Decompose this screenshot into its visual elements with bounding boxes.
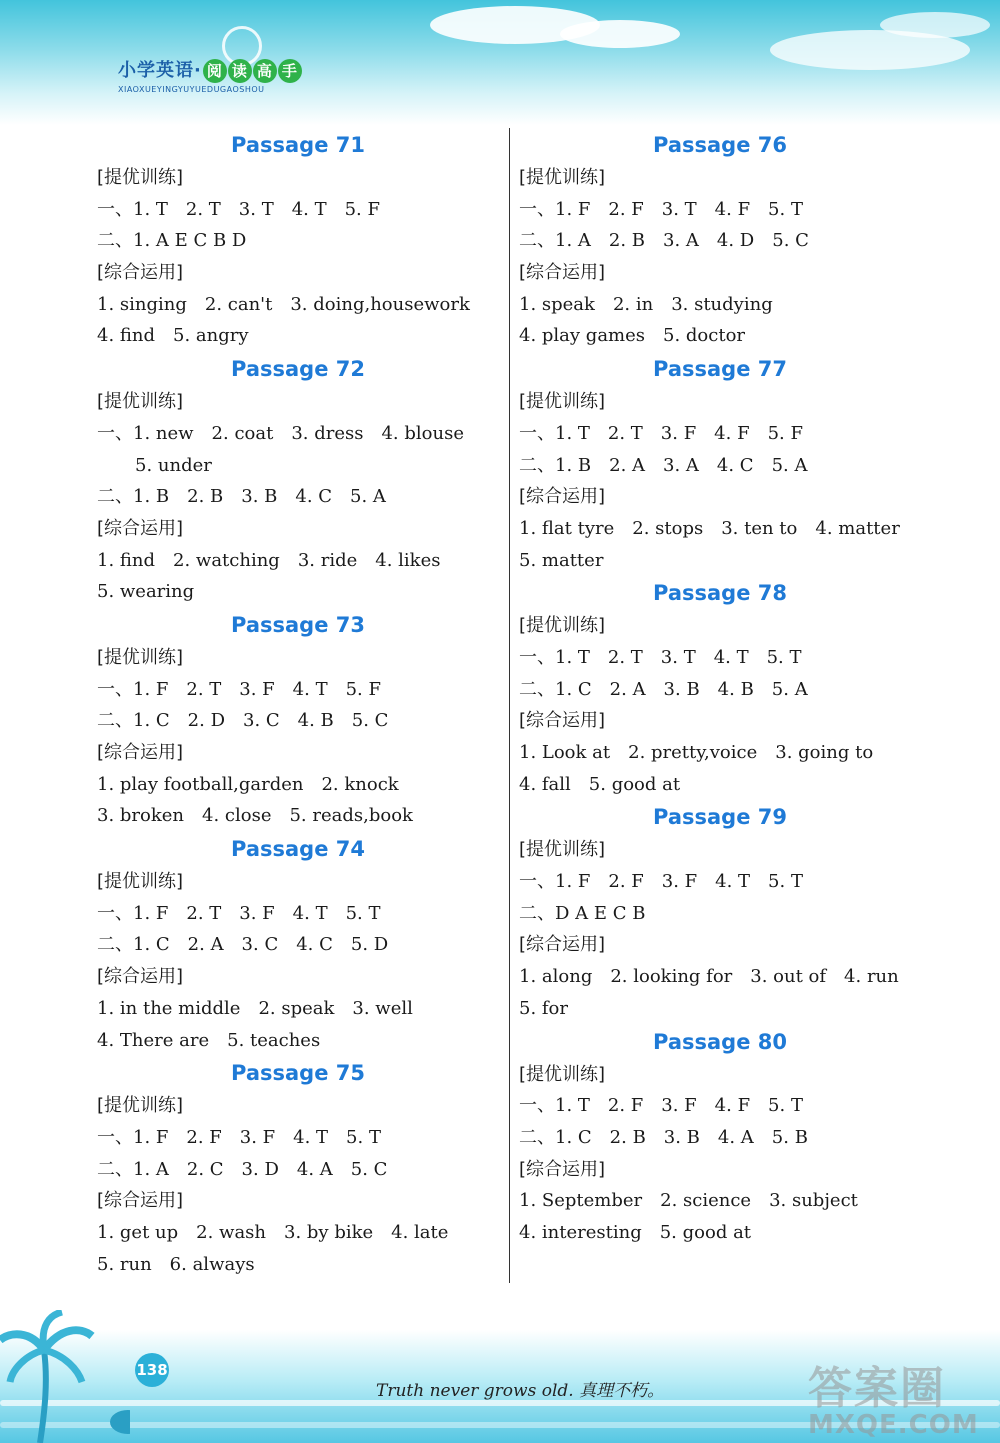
answer-line: 一、1. F 2. F 3. F 4. T 5. T: [97, 1126, 381, 1148]
section-label: [提优训练]: [519, 391, 606, 413]
answer-column-left: [97, 128, 497, 1280]
section-label: [提优训练]: [519, 615, 606, 637]
answer-line: 4. play games 5. doctor: [519, 325, 746, 347]
answer-line: 二、1. C 2. A 3. C 4. C 5. D: [97, 934, 389, 956]
answer-line: 二、D A E C B: [519, 902, 646, 924]
watermark: [808, 1352, 979, 1440]
answer-line: 4. fall 5. good at: [519, 773, 681, 795]
passage-word: Passage: [231, 1061, 329, 1086]
answer-line: 一、1. T 2. T 3. F 4. F 5. F: [519, 422, 803, 444]
answer-line: 4. interesting 5. good at: [519, 1221, 752, 1243]
cloud-decoration: [880, 12, 990, 38]
section-label: [提优训练]: [97, 871, 184, 893]
answer-column-right: [519, 128, 919, 1249]
answer-line: 一、1. T 2. T 3. T 4. T 5. F: [97, 198, 380, 220]
answer-line: 1. flat tyre 2. stops 3. ten to 4. matter: [519, 517, 900, 539]
footer-motto: Truth never grows old. 真理不朽。: [376, 1381, 665, 1401]
section-label: [综合运用]: [519, 262, 606, 284]
answer-line: 1. find 2. watching 3. ride 4. likes: [97, 549, 441, 571]
page-number: 138: [135, 1353, 169, 1387]
section-label: [提优训练]: [519, 1063, 606, 1085]
section-label: [提优训练]: [97, 391, 184, 413]
brand-highlight-char: 阅: [203, 59, 227, 83]
answer-line: 一、1. F 2. F 3. F 4. T 5. T: [519, 871, 803, 893]
passage-title: [97, 1056, 497, 1090]
passage-title: [519, 576, 919, 610]
answer-line: 4. find 5. angry: [97, 325, 249, 347]
passage-title: [519, 800, 919, 834]
answer-line: 5. for: [519, 997, 568, 1019]
passage-title: [519, 128, 919, 162]
section-label: [综合运用]: [97, 517, 184, 539]
answer-line: 4. There are 5. teaches: [97, 1029, 321, 1051]
answer-line: 5. matter: [519, 549, 604, 571]
palm-tree-icon: [0, 1310, 130, 1443]
answer-line: 二、1. B 2. A 3. A 4. C 5. A: [519, 454, 808, 476]
brand-pinyin: XIAOXUEYINGYUYUEDUGAOSHOU: [118, 85, 265, 94]
brand-title-text: 小学英语·: [118, 60, 202, 81]
brand-highlight-char: 手: [278, 59, 302, 83]
watermark-url: MXQE.COM: [808, 1410, 979, 1440]
passage-number: 76: [757, 133, 787, 157]
passage-word: Passage: [231, 612, 329, 637]
passage-number: 75: [335, 1061, 365, 1086]
section-label: [提优训练]: [97, 646, 184, 668]
passage-word: Passage: [653, 1029, 751, 1054]
answer-line: 一、1. F 2. F 3. T 4. F 5. T: [519, 198, 803, 220]
answer-line: 1. along 2. looking for 3. out of 4. run: [519, 966, 899, 988]
answer-line: 1. Look at 2. pretty,voice 3. going to: [519, 742, 874, 763]
passage-word: Passage: [653, 581, 751, 606]
answer-line: 5. under: [135, 454, 212, 476]
passage-title: [97, 832, 497, 866]
passage-title: [97, 608, 497, 642]
passage-title: [97, 352, 497, 386]
section-label: [综合运用]: [97, 742, 184, 763]
passage-word: Passage: [231, 133, 329, 157]
passage-title: [519, 1025, 919, 1059]
answer-line: 1. September 2. science 3. subject: [519, 1190, 858, 1212]
passage-number: 71: [335, 133, 365, 157]
answer-line: 1. singing 2. can't 3. doing,housework: [97, 293, 470, 315]
answer-line: 一、1. T 2. T 3. T 4. T 5. T: [519, 646, 802, 668]
brand-highlight-char: 读: [228, 59, 252, 83]
passage-number: 79: [757, 805, 787, 830]
answer-line: 二、1. A E C B D: [97, 230, 247, 252]
answer-line: 二、1. C 2. A 3. B 4. B 5. A: [519, 678, 808, 700]
section-label: [综合运用]: [97, 1190, 184, 1212]
section-label: [综合运用]: [97, 262, 184, 284]
passage-word: Passage: [231, 357, 329, 382]
passage-number: 78: [757, 581, 787, 606]
section-label: [提优训练]: [519, 167, 606, 188]
passage-number: 74: [335, 837, 365, 862]
answer-line: 二、1. C 2. B 3. B 4. A 5. B: [519, 1126, 808, 1148]
section-label: [提优训练]: [519, 839, 606, 861]
passage-title: [97, 128, 497, 162]
passage-word: Passage: [231, 837, 329, 862]
passage-number: 73: [335, 612, 365, 637]
section-label: [综合运用]: [519, 1158, 606, 1180]
answer-line: 一、1. F 2. T 3. F 4. T 5. F: [97, 678, 381, 700]
section-label: [综合运用]: [519, 934, 606, 956]
answer-line: 1. in the middle 2. speak 3. well: [97, 997, 413, 1019]
section-label: [综合运用]: [519, 486, 606, 508]
passage-word: Passage: [653, 805, 751, 830]
answer-line: 5. run 6. always: [97, 1253, 255, 1275]
watermark-logo-text: 答案圈: [808, 1363, 946, 1414]
passage-number: 77: [757, 357, 787, 382]
answer-line: 二、1. B 2. B 3. B 4. C 5. A: [97, 486, 386, 508]
passage-word: Passage: [653, 133, 751, 157]
passage-word: Passage: [653, 357, 751, 382]
answer-line: 一、1. new 2. coat 3. dress 4. blouse: [97, 422, 464, 444]
section-label: [提优训练]: [97, 167, 184, 188]
answer-line: 一、1. F 2. T 3. F 4. T 5. T: [97, 902, 381, 924]
answer-line: 3. broken 4. close 5. reads,book: [97, 805, 413, 827]
column-divider: [509, 128, 510, 1283]
passage-number: 72: [335, 357, 365, 382]
book-brand: [118, 56, 302, 94]
answer-line: 1. speak 2. in 3. studying: [519, 293, 773, 315]
passage-title: [519, 352, 919, 386]
brand-highlight-char: 高: [253, 59, 277, 83]
answer-line: 二、1. A 2. C 3. D 4. A 5. C: [97, 1158, 388, 1180]
answer-line: 二、1. C 2. D 3. C 4. B 5. C: [97, 710, 389, 732]
section-label: [提优训练]: [97, 1095, 184, 1117]
answer-line: 1. get up 2. wash 3. by bike 4. late: [97, 1221, 449, 1243]
answer-line: 一、1. T 2. F 3. F 4. F 5. T: [519, 1095, 803, 1117]
answer-line: 1. play football,garden 2. knock: [97, 773, 399, 795]
section-label: [综合运用]: [519, 710, 606, 732]
cloud-decoration: [560, 20, 680, 48]
brand-title: [118, 56, 302, 83]
answer-line: 二、1. A 2. B 3. A 4. D 5. C: [519, 230, 809, 252]
passage-number: 80: [757, 1029, 787, 1054]
answer-line: 5. wearing: [97, 581, 195, 603]
section-label: [综合运用]: [97, 966, 184, 988]
